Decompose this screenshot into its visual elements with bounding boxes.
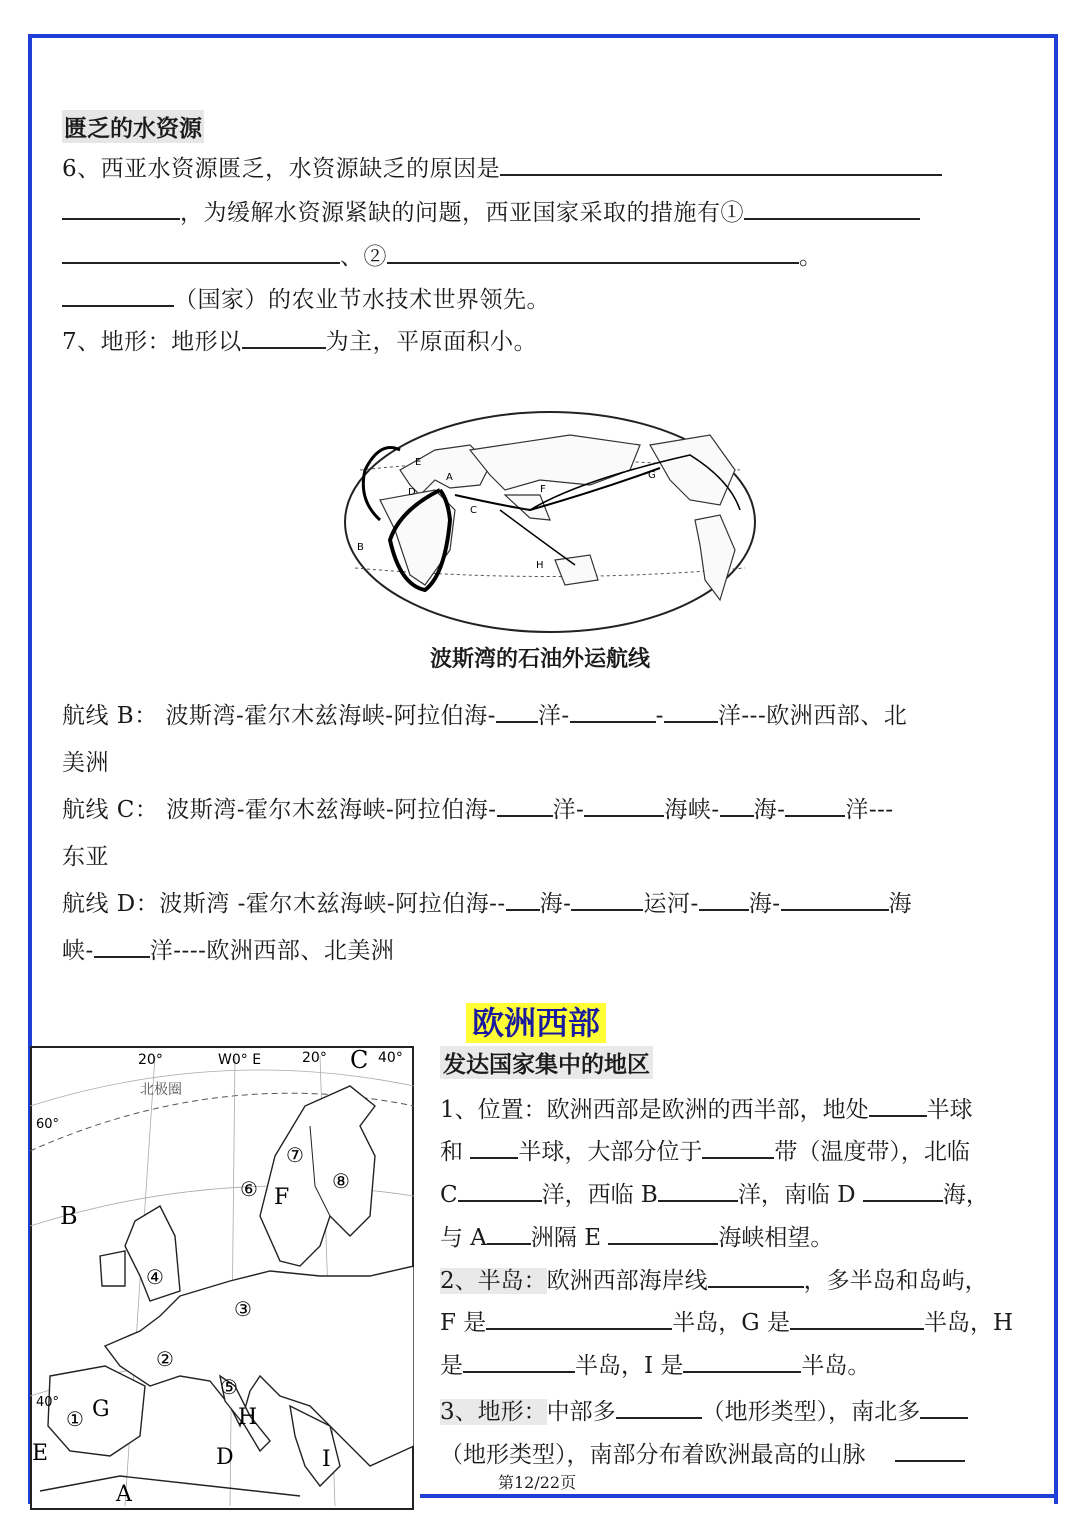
map2-num-6: ⑥ (240, 1177, 258, 1201)
blank[interactable] (781, 887, 889, 911)
q6-line4: （国家）的农业节水技术世界领先。 (62, 281, 550, 314)
lon-label-40e: 40° (378, 1050, 403, 1066)
blank[interactable] (571, 887, 643, 911)
map2-label-G: G (92, 1397, 110, 1422)
map2-label-F: F (274, 1185, 290, 1210)
map1-label-A: A (446, 472, 453, 483)
q7-line: 7、地形：地形以 为主，平原面积小。 (62, 323, 537, 356)
map1-label-C: C (470, 505, 477, 516)
arctic-circle-label: 北极圈 (140, 1082, 182, 1098)
map2-num-2: ② (156, 1347, 174, 1371)
map2-num-7: ⑦ (286, 1143, 304, 1167)
map1-label-B: B (357, 542, 364, 553)
route-d-line2: 峡- 洋----欧洲西部、北美洲 (62, 932, 394, 965)
route-c-line2: 东亚 (62, 844, 109, 870)
blank[interactable] (62, 196, 180, 220)
blank[interactable] (584, 793, 664, 817)
map2-label-A: A (116, 1482, 132, 1507)
route-c-line1: 航线 C： 波斯湾-霍尔木兹海峡-阿拉伯海- 洋- 海峡- 海- 洋--- (62, 791, 894, 824)
blank[interactable] (702, 1135, 774, 1159)
blank[interactable] (470, 1135, 518, 1159)
map2-num-3: ③ (234, 1297, 252, 1321)
blank[interactable] (463, 1349, 575, 1373)
route-b-line2: 美洲 (62, 750, 109, 776)
map2-label-H: H (238, 1405, 258, 1430)
blank[interactable] (863, 1178, 943, 1202)
map2-label-B: B (60, 1202, 78, 1230)
europe-p3-line2: （地形类型），南部分布着欧洲最高的山脉 (440, 1436, 965, 1469)
lon-label-0: W0° E (218, 1052, 262, 1068)
map2-num-1: ① (66, 1407, 84, 1431)
lon-label-20e: 20° (302, 1050, 327, 1066)
blank[interactable] (62, 240, 340, 264)
blank[interactable] (242, 325, 326, 349)
blank[interactable] (497, 793, 553, 817)
route-b-line1: 航线 B： 波斯湾-霍尔木兹海峡-阿拉伯海- 洋- - 洋---欧洲西部、北 (62, 697, 907, 730)
map1-caption: 波斯湾的石油外运航线 (429, 646, 650, 672)
europe-subtitle: 发达国家集中的地区 (440, 1046, 653, 1079)
blank[interactable] (895, 1438, 965, 1462)
blank[interactable] (785, 793, 845, 817)
blank[interactable] (708, 1264, 804, 1288)
blank[interactable] (496, 699, 538, 723)
blank[interactable] (616, 1395, 702, 1419)
europe-p2-line1: 2、半岛：欧洲西部海岸线 ，多半岛和岛屿， (440, 1262, 988, 1295)
oil-route-world-map (340, 410, 760, 646)
europe-p1-line3: C 洋，西临 B 洋，南临 D 海， (440, 1176, 989, 1209)
blank[interactable] (790, 1306, 924, 1330)
blank[interactable] (487, 1221, 531, 1245)
blank[interactable] (94, 934, 150, 958)
western-europe-map (30, 1046, 414, 1516)
europe-p1-line4: 与 A 洲隔 E 海峡相望。 (440, 1219, 833, 1252)
europe-p1-line2: 和 半球，大部分位于 带（温度带），北临 (440, 1133, 970, 1166)
blank[interactable] (500, 152, 942, 176)
europe-p1-line1: 1、位置：欧洲西部是欧洲的西半部，地处 半球 (440, 1091, 973, 1124)
page-border-bottom (420, 1494, 1054, 1498)
map2-label-E: E (32, 1441, 49, 1466)
europe-section-title: 欧洲西部 (466, 1003, 606, 1043)
europe-p2-line2: F 是 半岛，G 是 半岛，H (440, 1304, 1013, 1337)
blank[interactable] (458, 1178, 542, 1202)
blank[interactable] (658, 1178, 738, 1202)
q6-line1: 6、西亚水资源匮乏，水资源缺乏的原因是 (62, 150, 942, 183)
blank[interactable] (699, 887, 749, 911)
map1-label-F: F (540, 484, 546, 495)
blank[interactable] (387, 240, 799, 264)
map2-label-D: D (216, 1445, 234, 1470)
blank[interactable] (869, 1093, 927, 1117)
q6-line3: 、② 。 (62, 238, 823, 271)
map2-num-8: ⑧ (332, 1169, 350, 1193)
map2-label-C: C (350, 1046, 369, 1074)
blank[interactable] (744, 196, 920, 220)
blank[interactable] (683, 1349, 801, 1373)
map2-num-4: ④ (146, 1265, 164, 1289)
map1-label-G: G (648, 470, 656, 481)
lon-label-20w: 20° (138, 1052, 163, 1068)
blank[interactable] (62, 283, 174, 307)
map1-label-H: H (536, 560, 544, 571)
map2-num-5: ⑤ (220, 1375, 238, 1399)
blank[interactable] (720, 793, 754, 817)
europe-p3-line1: 3、地形：中部多 （地形类型），南北多 (440, 1393, 968, 1426)
europe-p2-line3: 是 半岛，I 是 半岛。 (440, 1347, 870, 1380)
map1-label-D: D (408, 487, 416, 498)
page-number: 第12/22页 (498, 1473, 577, 1492)
blank[interactable] (608, 1221, 718, 1245)
blank[interactable] (920, 1395, 968, 1419)
blank[interactable] (570, 699, 656, 723)
route-d-line1: 航线 D：波斯湾 -霍尔木兹海峡-阿拉伯海-- 海- 运河- 海- 海 (62, 885, 912, 918)
lat-label-40: 40° (36, 1395, 60, 1410)
section-heading-water: 匮乏的水资源 (62, 110, 204, 143)
blank[interactable] (664, 699, 718, 723)
lat-label-60: 60° (36, 1117, 60, 1132)
blank[interactable] (486, 1306, 672, 1330)
q6-line2: ，为缓解水资源紧缺的问题，西亚国家采取的措施有① (62, 194, 920, 227)
map1-label-E: E (415, 457, 422, 468)
map2-label-I: I (322, 1447, 331, 1472)
blank[interactable] (506, 887, 540, 911)
